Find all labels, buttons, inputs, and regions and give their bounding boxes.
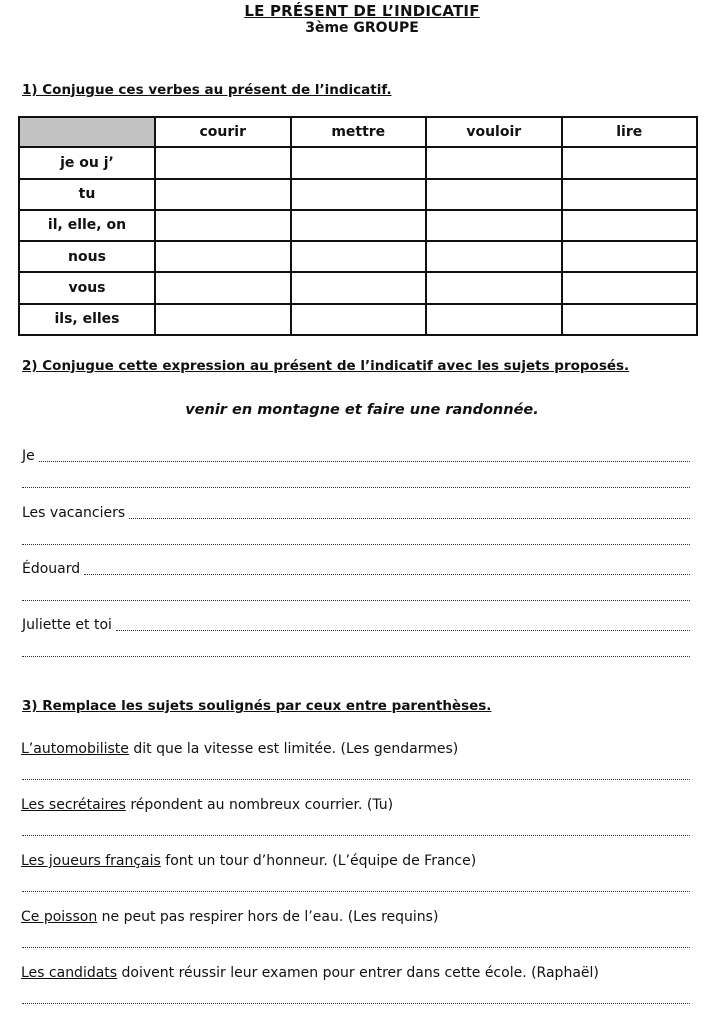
pronoun-cell: tu bbox=[19, 179, 155, 210]
section-3-heading: 3) Remplace les sujets soulignés par ceux entre parenthèses. bbox=[22, 698, 492, 714]
dotted-line bbox=[129, 507, 690, 519]
answer-cell[interactable] bbox=[426, 304, 562, 335]
table-header-row bbox=[19, 117, 697, 147]
dotted-line[interactable] bbox=[22, 599, 690, 601]
answer-cell[interactable] bbox=[562, 272, 698, 303]
subject-label: Les vacanciers bbox=[22, 505, 126, 521]
answer-cell[interactable] bbox=[291, 304, 427, 335]
answer-cell[interactable] bbox=[155, 304, 291, 335]
underlined-subject: Les joueurs français bbox=[21, 853, 161, 869]
underlined-subject: L’automobiliste bbox=[21, 741, 129, 757]
dotted-line[interactable] bbox=[22, 655, 690, 657]
subject-label: Juliette et toi bbox=[22, 617, 112, 633]
pronoun-cell: ils, elles bbox=[19, 304, 155, 335]
dotted-line bbox=[116, 619, 690, 631]
subject-label: Je bbox=[22, 448, 35, 464]
answer-cell[interactable] bbox=[155, 179, 291, 210]
verb-header: vouloir bbox=[426, 117, 562, 147]
table-row bbox=[19, 210, 697, 241]
answer-cell[interactable] bbox=[291, 210, 427, 241]
sentence-rest: ne peut pas respirer hors de l’eau. (Les requins) bbox=[97, 909, 439, 925]
answer-cell[interactable] bbox=[291, 179, 427, 210]
section-2-heading: 2) Conjugue cette expression au présent de l’indicatif avec les sujets proposés. bbox=[22, 358, 630, 374]
exercise-sentence bbox=[21, 965, 599, 981]
pronoun-cell: il, elle, on bbox=[19, 210, 155, 241]
underlined-subject: Ce poisson bbox=[21, 909, 98, 925]
conjugation-table bbox=[18, 116, 698, 336]
table-row bbox=[19, 147, 697, 178]
dotted-line[interactable] bbox=[22, 778, 690, 780]
exercise-sentence bbox=[21, 741, 458, 757]
table-row bbox=[19, 241, 697, 272]
answer-cell[interactable] bbox=[426, 147, 562, 178]
exercise-sentence bbox=[21, 909, 438, 925]
answer-line-edouard[interactable] bbox=[22, 561, 690, 577]
table-row bbox=[19, 304, 697, 335]
answer-cell[interactable] bbox=[562, 147, 698, 178]
page-title: LE PRÉSENT DE L’INDICATIF bbox=[244, 2, 480, 20]
verb-header: mettre bbox=[291, 117, 427, 147]
dotted-line bbox=[39, 450, 690, 462]
pronoun-cell: vous bbox=[19, 272, 155, 303]
answer-cell[interactable] bbox=[155, 147, 291, 178]
pronoun-cell: nous bbox=[19, 241, 155, 272]
dotted-line[interactable] bbox=[22, 1002, 690, 1004]
sentence-rest: répondent au nombreux courrier. (Tu) bbox=[125, 797, 394, 813]
verb-header: lire bbox=[562, 117, 698, 147]
exercise-sentence bbox=[21, 853, 476, 869]
answer-cell[interactable] bbox=[291, 147, 427, 178]
answer-cell[interactable] bbox=[426, 179, 562, 210]
dotted-line[interactable] bbox=[22, 946, 690, 948]
underlined-subject: Les candidats bbox=[21, 965, 118, 981]
answer-cell[interactable] bbox=[291, 272, 427, 303]
answer-line-vacanciers[interactable] bbox=[22, 505, 690, 521]
answer-cell[interactable] bbox=[562, 304, 698, 335]
answer-line-juliette[interactable] bbox=[22, 617, 690, 633]
sentence-rest: dit que la vitesse est limitée. (Les gendarmes) bbox=[128, 741, 459, 757]
exercise-sentence bbox=[21, 797, 393, 813]
answer-cell[interactable] bbox=[562, 179, 698, 210]
answer-cell[interactable] bbox=[291, 241, 427, 272]
table-corner-cell bbox=[19, 117, 155, 147]
pronoun-cell: je ou j’ bbox=[19, 147, 155, 178]
answer-line-je[interactable] bbox=[22, 448, 690, 464]
dotted-line bbox=[84, 563, 690, 575]
answer-cell[interactable] bbox=[155, 210, 291, 241]
answer-cell[interactable] bbox=[426, 241, 562, 272]
table-row bbox=[19, 272, 697, 303]
answer-cell[interactable] bbox=[562, 241, 698, 272]
underlined-subject: Les secrétaires bbox=[21, 797, 126, 813]
subject-label: Édouard bbox=[22, 561, 81, 577]
answer-cell[interactable] bbox=[155, 241, 291, 272]
dotted-line[interactable] bbox=[22, 890, 690, 892]
dotted-line[interactable] bbox=[22, 834, 690, 836]
page-subtitle: 3ème GROUPE bbox=[305, 20, 419, 36]
table-row bbox=[19, 179, 697, 210]
answer-cell[interactable] bbox=[426, 272, 562, 303]
expression-text: venir en montagne et faire une randonnée. bbox=[185, 402, 539, 418]
answer-cell[interactable] bbox=[562, 210, 698, 241]
dotted-line[interactable] bbox=[22, 486, 690, 488]
sentence-rest: font un tour d’honneur. (L’équipe de France) bbox=[160, 853, 477, 869]
answer-cell[interactable] bbox=[155, 272, 291, 303]
section-1-heading: 1) Conjugue ces verbes au présent de l’indicatif. bbox=[22, 82, 392, 98]
sentence-rest: doivent réussir leur examen pour entrer dans cette école. (Raphaël) bbox=[117, 965, 599, 981]
answer-cell[interactable] bbox=[426, 210, 562, 241]
verb-header: courir bbox=[155, 117, 291, 147]
dotted-line[interactable] bbox=[22, 543, 690, 545]
